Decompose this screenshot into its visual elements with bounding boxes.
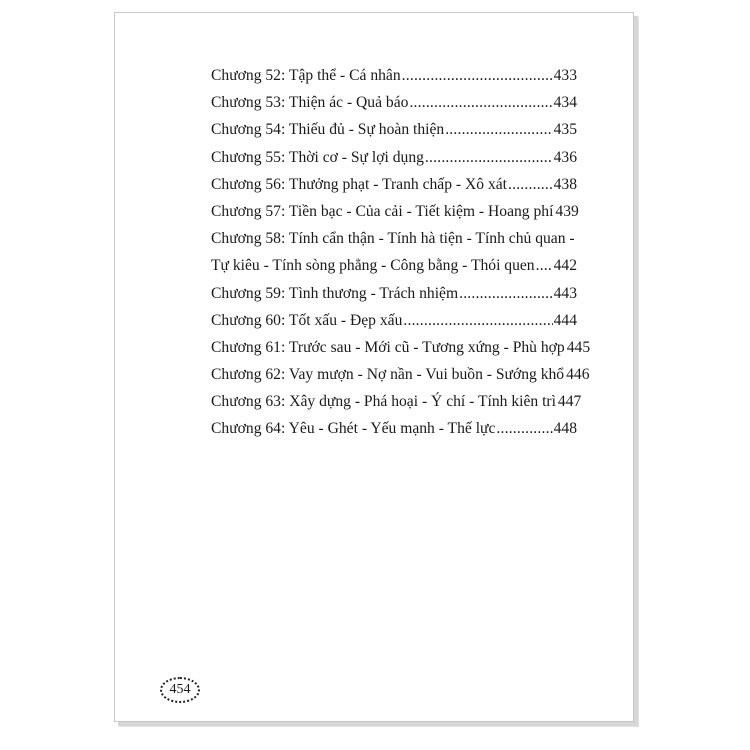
toc-entry-page: 444	[553, 311, 577, 329]
toc-entry-title: Chương 64: Yêu - Ghét - Yếu mạnh - Thế lực	[211, 420, 496, 438]
toc-entry	[211, 230, 577, 257]
toc-entry-title: Chương 53: Thiện ác - Quả báo	[211, 94, 409, 112]
dot-leader	[536, 257, 553, 275]
toc-entry-page: 442	[553, 257, 577, 275]
toc-entry-page: 439	[555, 202, 579, 220]
dot-leader	[425, 149, 553, 167]
dot-leader	[403, 312, 552, 330]
toc-entry-page: 435	[553, 121, 577, 139]
toc-entry-title: Chương 63: Xây dựng - Phá hoại - Ý chí - Tính kiên trì	[211, 393, 556, 411]
table-of-contents	[211, 67, 591, 448]
toc-entry	[211, 420, 577, 447]
page-number: 454	[169, 682, 191, 697]
toc-entry-title: Chương 54: Thiếu đủ - Sự hoàn thiện	[211, 121, 445, 139]
toc-entry	[211, 94, 577, 121]
dot-leader	[508, 176, 553, 194]
dot-leader	[496, 420, 552, 438]
toc-entry-page: 443	[553, 284, 577, 302]
toc-entry	[211, 121, 577, 148]
toc-entry-title: Chương 56: Thưởng phạt - Tranh chấp - Xô xát	[211, 175, 508, 193]
toc-entry	[211, 366, 590, 393]
toc-entry-page: 434	[553, 94, 577, 112]
toc-entry	[211, 285, 577, 312]
toc-entry-title: Chương 58: Tính cẩn thận - Tính hà tiện - Tính chủ quan -	[211, 230, 575, 248]
toc-entry	[211, 176, 577, 203]
toc-entry-page: 447	[557, 393, 582, 411]
toc-entry-page: 438	[553, 175, 577, 193]
toc-entry	[211, 203, 577, 230]
toc-entry-page: 436	[553, 148, 577, 166]
toc-entry-title: Chương 59: Tình thương - Trách nhiệm	[211, 284, 459, 302]
page-number-badge	[160, 677, 200, 703]
toc-entry-title: Chương 52: Tập thể - Cá nhân	[211, 67, 401, 84]
dot-leader	[402, 67, 553, 85]
toc-entry-title: Chương 55: Thời cơ - Sự lợi dụng	[211, 148, 424, 166]
toc-entry-title: Chương 62: Vay mượn - Nợ nần - Vui buồn - Sướng khổ	[211, 366, 565, 384]
toc-entry-page: 445	[566, 338, 591, 356]
toc-entry	[211, 257, 577, 284]
toc-entry-title: Chương 60: Tốt xấu - Đẹp xấu	[211, 311, 403, 329]
toc-entry	[211, 67, 577, 94]
toc-entry-title: Tự kiêu - Tính sòng phẳng - Công bằng - Thói quen	[211, 257, 535, 275]
dot-leader	[445, 121, 552, 139]
toc-entry	[211, 312, 577, 339]
book-page	[114, 12, 634, 722]
toc-entry	[211, 149, 577, 176]
dot-leader	[459, 285, 553, 303]
dot-leader	[409, 94, 552, 112]
toc-entry-page: 448	[553, 420, 577, 438]
toc-entry-page: 446	[566, 366, 590, 384]
toc-entry	[211, 393, 582, 420]
toc-entry	[211, 338, 591, 366]
toc-entry-title: Chương 57: Tiền bạc - Của cải - Tiết kiệm - Hoang phí	[211, 202, 554, 220]
toc-entry-title: Chương 61: Trước sau - Mới cũ - Tương xứng - Phù hợp	[211, 338, 565, 356]
toc-entry-page: 433	[553, 67, 577, 84]
